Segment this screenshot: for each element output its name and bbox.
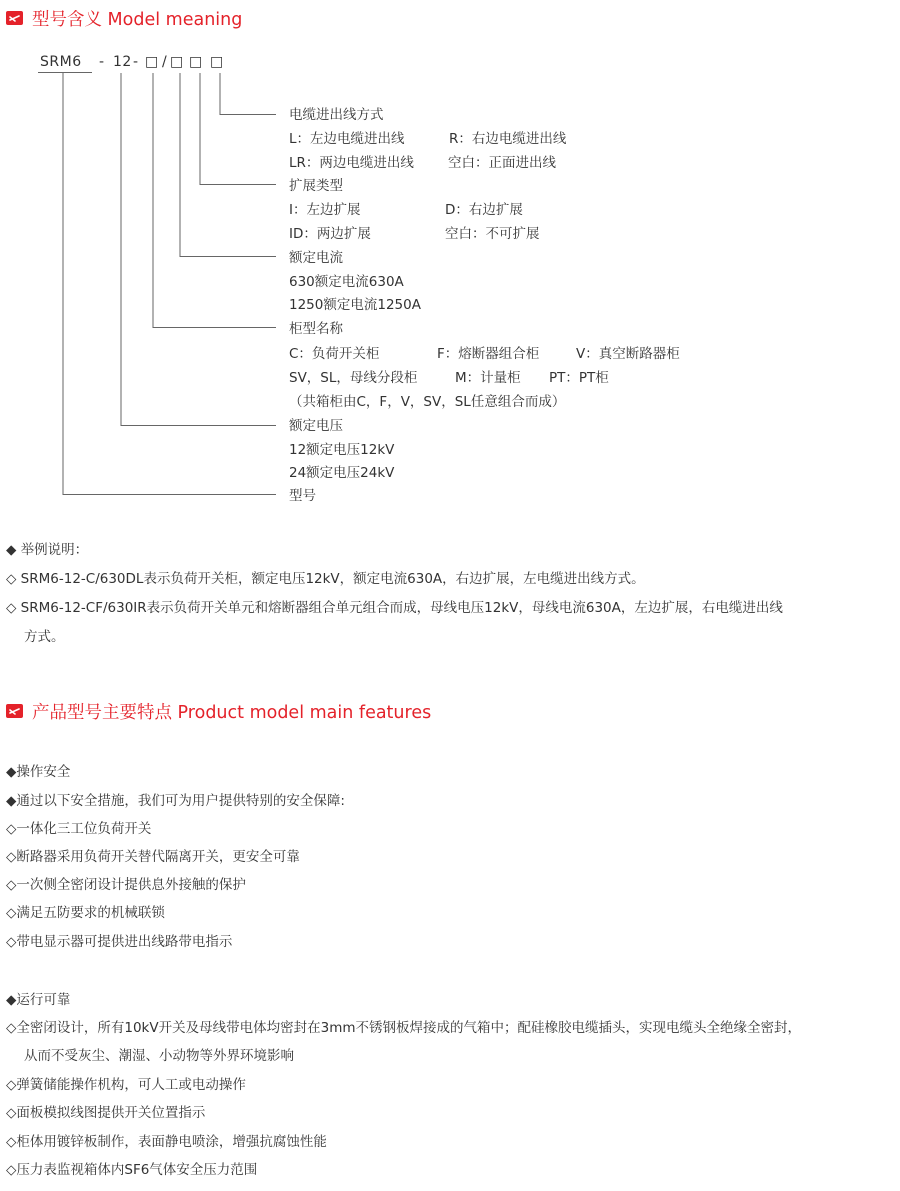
- example-line: ◇ SRM6-12-CF/630IR表示负荷开关单元和熔断器组合单元组合而成，母线电压12kV，母线电流630A，左边扩展，右电缆进出线: [6, 600, 783, 616]
- section-title: 型号含义 Model meaning: [32, 9, 243, 30]
- option-row: [289, 441, 394, 459]
- tree-line-cabinet: [153, 73, 276, 328]
- feature-line: ◇断路器采用负荷开关替代隔离开关，更安全可靠: [6, 849, 300, 865]
- tree-line-cable: [220, 73, 276, 115]
- option-item: M：计量柜: [455, 370, 521, 386]
- group-heading-voltage: 额定电压: [289, 418, 343, 434]
- code-voltage: 12: [113, 54, 132, 70]
- code-box-current: □: [170, 54, 184, 70]
- feature-line: ◆操作安全: [6, 764, 71, 780]
- code-slash: /: [162, 54, 168, 70]
- group-heading-cabinet: 柜型名称: [289, 321, 343, 337]
- option-row: [289, 130, 567, 148]
- option-row: [289, 393, 565, 411]
- group-heading-cable: 电缆进出线方式: [289, 107, 384, 123]
- group-heading-model: 型号: [289, 488, 316, 504]
- option-item: R：右边电缆进出线: [449, 131, 567, 147]
- option-item: PT：PT柜: [549, 370, 609, 386]
- section-title: 产品型号主要特点 Product model main features: [32, 702, 432, 723]
- option-item: （共箱柜由C，F，V，SV，SL任意组合而成）: [289, 394, 566, 410]
- feature-line: ◇一体化三工位负荷开关: [6, 821, 152, 837]
- option-item: L：左边电缆进出线: [289, 131, 405, 147]
- option-row: [289, 225, 540, 243]
- option-item: ID：两边扩展: [289, 226, 371, 242]
- option-row: [289, 154, 556, 172]
- option-item: SV，SL，母线分段柜: [289, 370, 418, 386]
- feature-line: ◇柜体用镀锌板制作，表面静电喷涂，增强抗腐蚀性能: [6, 1134, 327, 1150]
- option-row: [289, 296, 421, 314]
- tree-line-current: [180, 73, 276, 257]
- code-box-cabinet: □: [145, 54, 159, 70]
- option-item: F：熔断器组合柜: [437, 346, 540, 362]
- option-item: 24额定电压24kV: [289, 465, 395, 481]
- section-heading-main-features: [6, 698, 431, 724]
- option-item: I：左边扩展: [289, 202, 361, 218]
- code-box-extension: □: [189, 54, 203, 70]
- feature-line: ◇一次侧全密闭设计提供息外接触的保护: [6, 877, 246, 893]
- model-tree-lines: [0, 0, 900, 520]
- option-row: [289, 345, 680, 363]
- group-heading-current: 额定电流: [289, 250, 343, 266]
- feature-line: ◇弹簧储能操作机构，可人工或电动操作: [6, 1077, 246, 1093]
- option-item: V：真空断路器柜: [576, 346, 680, 362]
- option-item: 12额定电压12kV: [289, 442, 395, 458]
- option-item: 630额定电流630A: [289, 274, 404, 290]
- option-row: [289, 201, 523, 219]
- group-heading-extension: 扩展类型: [289, 178, 343, 194]
- feature-line: 从而不受灰尘、潮湿、小动物等外界环境影响: [24, 1048, 294, 1064]
- tree-line-model: [63, 73, 276, 495]
- tree-line-extension: [200, 73, 276, 185]
- option-item: 空白：不可扩展: [445, 226, 540, 242]
- code-dash: -: [133, 54, 139, 70]
- feature-line: ◆运行可靠: [6, 992, 71, 1008]
- option-row: [289, 369, 609, 387]
- example-line: ◇ SRM6-12-C/630DL表示负荷开关柜，额定电压12kV，额定电流630A，右边扩展，左电缆进出线方式。: [6, 571, 645, 587]
- example-line: 方式。: [24, 629, 65, 645]
- option-item: C：负荷开关柜: [289, 346, 380, 362]
- option-item: 1250额定电流1250A: [289, 297, 421, 313]
- code-box-cable: □: [210, 54, 224, 70]
- feature-line: ◇压力表监视箱体内SF6气体安全压力范围: [6, 1162, 258, 1178]
- option-item: D：右边扩展: [445, 202, 523, 218]
- feature-line: ◇满足五防要求的机械联锁: [6, 905, 165, 921]
- feature-line: ◇全密闭设计，所有10kV开关及母线带电体均密封在3mm不锈钢板焊接成的气箱中；配硅橡胶电缆插头，实现电缆头全绝缘全密封，: [6, 1020, 802, 1036]
- option-row: [289, 464, 394, 482]
- option-item: LR：两边电缆进出线: [289, 155, 414, 171]
- feature-line: ◇面板模拟线图提供开关位置指示: [6, 1105, 206, 1121]
- ticket-icon: [6, 704, 23, 718]
- examples-title: ◆ 举例说明：: [6, 542, 89, 558]
- option-item: 空白：正面进出线: [448, 155, 556, 171]
- option-row: [289, 273, 404, 291]
- tree-line-voltage: [121, 73, 276, 426]
- feature-line: ◆通过以下安全措施，我们可为用户提供特别的安全保障:: [6, 793, 345, 809]
- code-dash: -: [99, 54, 105, 70]
- code-base: SRM6: [40, 54, 82, 70]
- feature-line: ◇带电显示器可提供进出线路带电指示: [6, 934, 233, 950]
